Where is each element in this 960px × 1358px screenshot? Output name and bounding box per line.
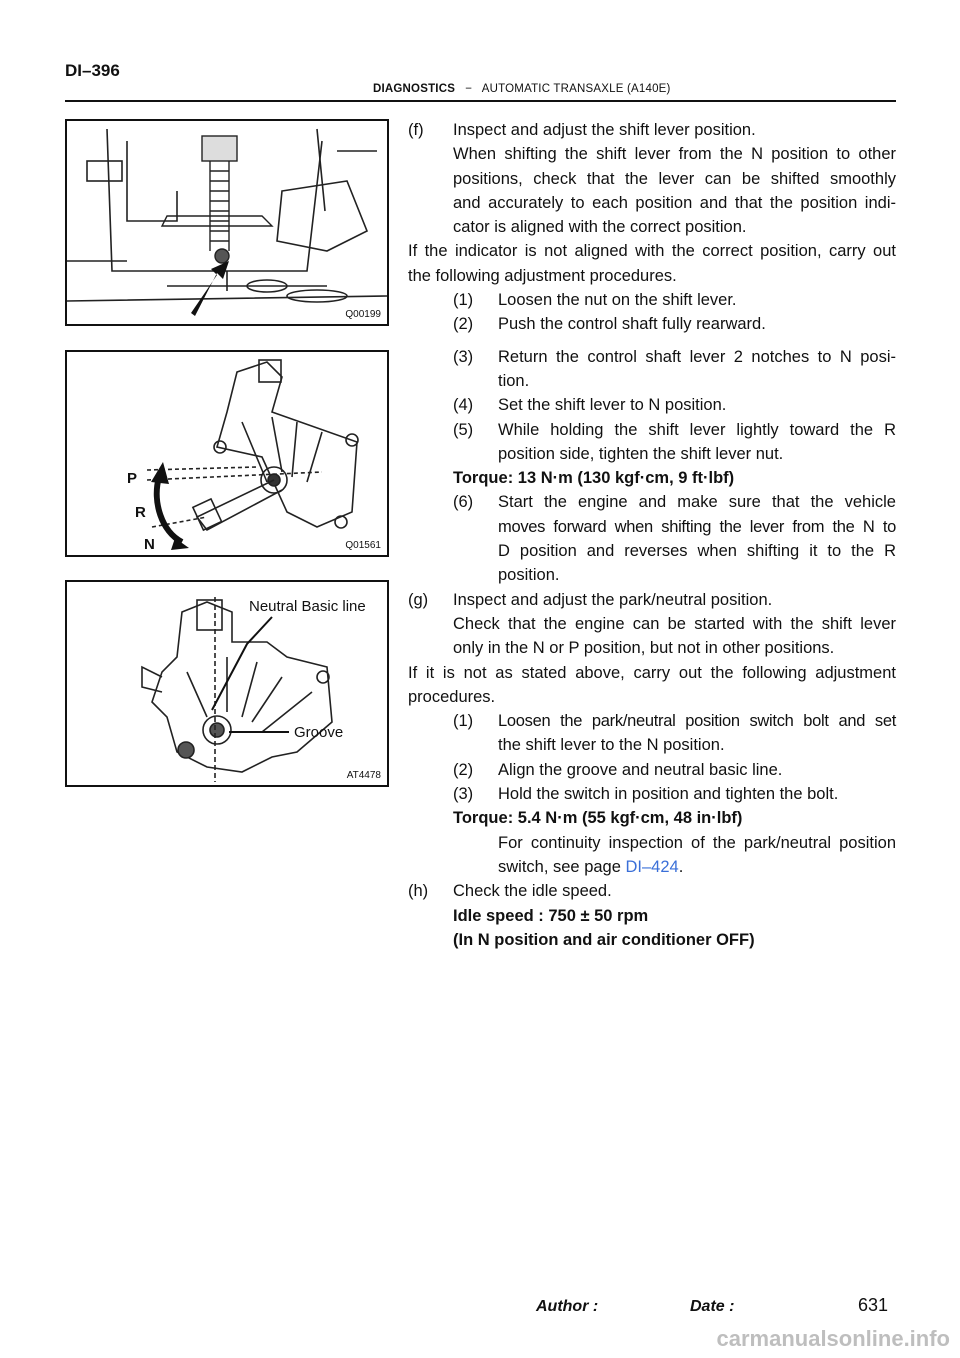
step-g-sub-1: the shift lever to the N position. [498, 736, 725, 755]
procedure-text [408, 118, 896, 952]
page-number: 631 [858, 1295, 889, 1315]
page-link-di-424[interactable]: DI–424 [625, 857, 679, 876]
step-f-body: and accurately to each position and that the position indi- [453, 193, 896, 212]
date-field: Date : [690, 1298, 735, 1315]
figure-neutral-basic-line [65, 580, 389, 787]
step-f-sub-6: (6) Start the engine and make sure that the vehicle [453, 493, 896, 512]
step-f-body: positions, check that the lever can be shifted smoothly [453, 169, 896, 188]
figure-shift-lever-positions [65, 350, 389, 557]
step-g-sub-1: (1) Loosen the park/neutral position switch bolt and set [453, 712, 896, 731]
watermark: carmanualsonline.info [716, 1326, 950, 1351]
header-rule [65, 100, 896, 102]
step-f-body: cator is aligned with the correct position. [453, 218, 747, 237]
step-f-sub-2: (2) Push the control shaft fully rearward. [453, 315, 766, 334]
subsection-name: AUTOMATIC TRANSAXLE (A140E) [481, 83, 671, 95]
torque-spec: Torque: 13 N·m (130 kgf·cm, 9 ft·lbf) [453, 469, 735, 488]
groove-label: Groove [294, 724, 344, 741]
idle-speed-spec: Idle speed : 750 ± 50 rpm [453, 906, 649, 925]
shift-lever-positions-illustration [67, 352, 389, 557]
step-g-body: Check that the engine can be started with the shift lever [453, 614, 896, 633]
step-g-sub-3: (3) Hold the switch in position and tighten the bolt. [453, 785, 839, 804]
position-label-r: R [135, 504, 146, 521]
author-field: Author : [536, 1298, 599, 1315]
neutral-basic-line-label: Neutral Basic line [249, 598, 366, 615]
step-f-sub-6: moves forward when shifting the lever from the N to [498, 517, 896, 536]
idle-speed-condition: (In N position and air conditioner OFF) [453, 930, 755, 949]
figure-code: Q01561 [345, 540, 381, 551]
step-f-sub-6: D position and reverses when shifting it to the R [498, 542, 896, 561]
figure-code: Q00199 [345, 309, 381, 320]
step-f-sub-3: (3) Return the control shaft lever 2 notches to N posi- [453, 347, 896, 366]
section-dash: − [465, 83, 473, 95]
shift-lever-nut-illustration [67, 121, 389, 326]
continuity-note: For continuity inspection of the park/neutral position [498, 833, 896, 852]
step-g-title: (g) Inspect and adjust the park/neutral position. [408, 590, 773, 609]
section-title [373, 83, 671, 95]
step-g-note: If it is not as stated above, carry out the following adjustment [408, 663, 896, 682]
step-f-note: the following adjustment procedures. [408, 266, 677, 285]
page-code: DI–396 [65, 61, 120, 80]
step-f-sub-5: position side, tighten the shift lever nut. [498, 444, 784, 463]
step-f-sub-4: (4) Set the shift lever to N position. [453, 396, 727, 415]
figure-code: AT4478 [346, 770, 381, 781]
step-g-note: procedures. [408, 687, 496, 706]
step-f-note: If the indicator is not aligned with the correct position, carry out [408, 242, 896, 261]
step-f-body: When shifting the shift lever from the N position to other [453, 145, 896, 164]
step-g-body: only in the N or P position, but not in other positions. [453, 639, 835, 658]
figure-shift-lever-nut [65, 119, 389, 326]
step-f-sub-5: (5) While holding the shift lever lightly toward the R [453, 420, 896, 439]
position-label-n: N [144, 536, 155, 553]
step-h-title: (h) Check the idle speed. [408, 882, 612, 901]
section-name: DIAGNOSTICS [373, 83, 456, 95]
step-f-sub-1: (1) Loosen the nut on the shift lever. [453, 291, 737, 310]
step-f-sub-3: tion. [498, 371, 530, 390]
step-g-sub-2: (2) Align the groove and neutral basic line. [453, 760, 783, 779]
step-f-title: (f) Inspect and adjust the shift lever position. [408, 121, 756, 139]
position-label-p: P [127, 470, 138, 487]
torque-spec: Torque: 5.4 N·m (55 kgf·cm, 48 in·lbf) [453, 809, 743, 828]
continuity-note: switch, see page DI–424. [498, 857, 684, 876]
step-f-sub-6: position. [498, 566, 560, 585]
